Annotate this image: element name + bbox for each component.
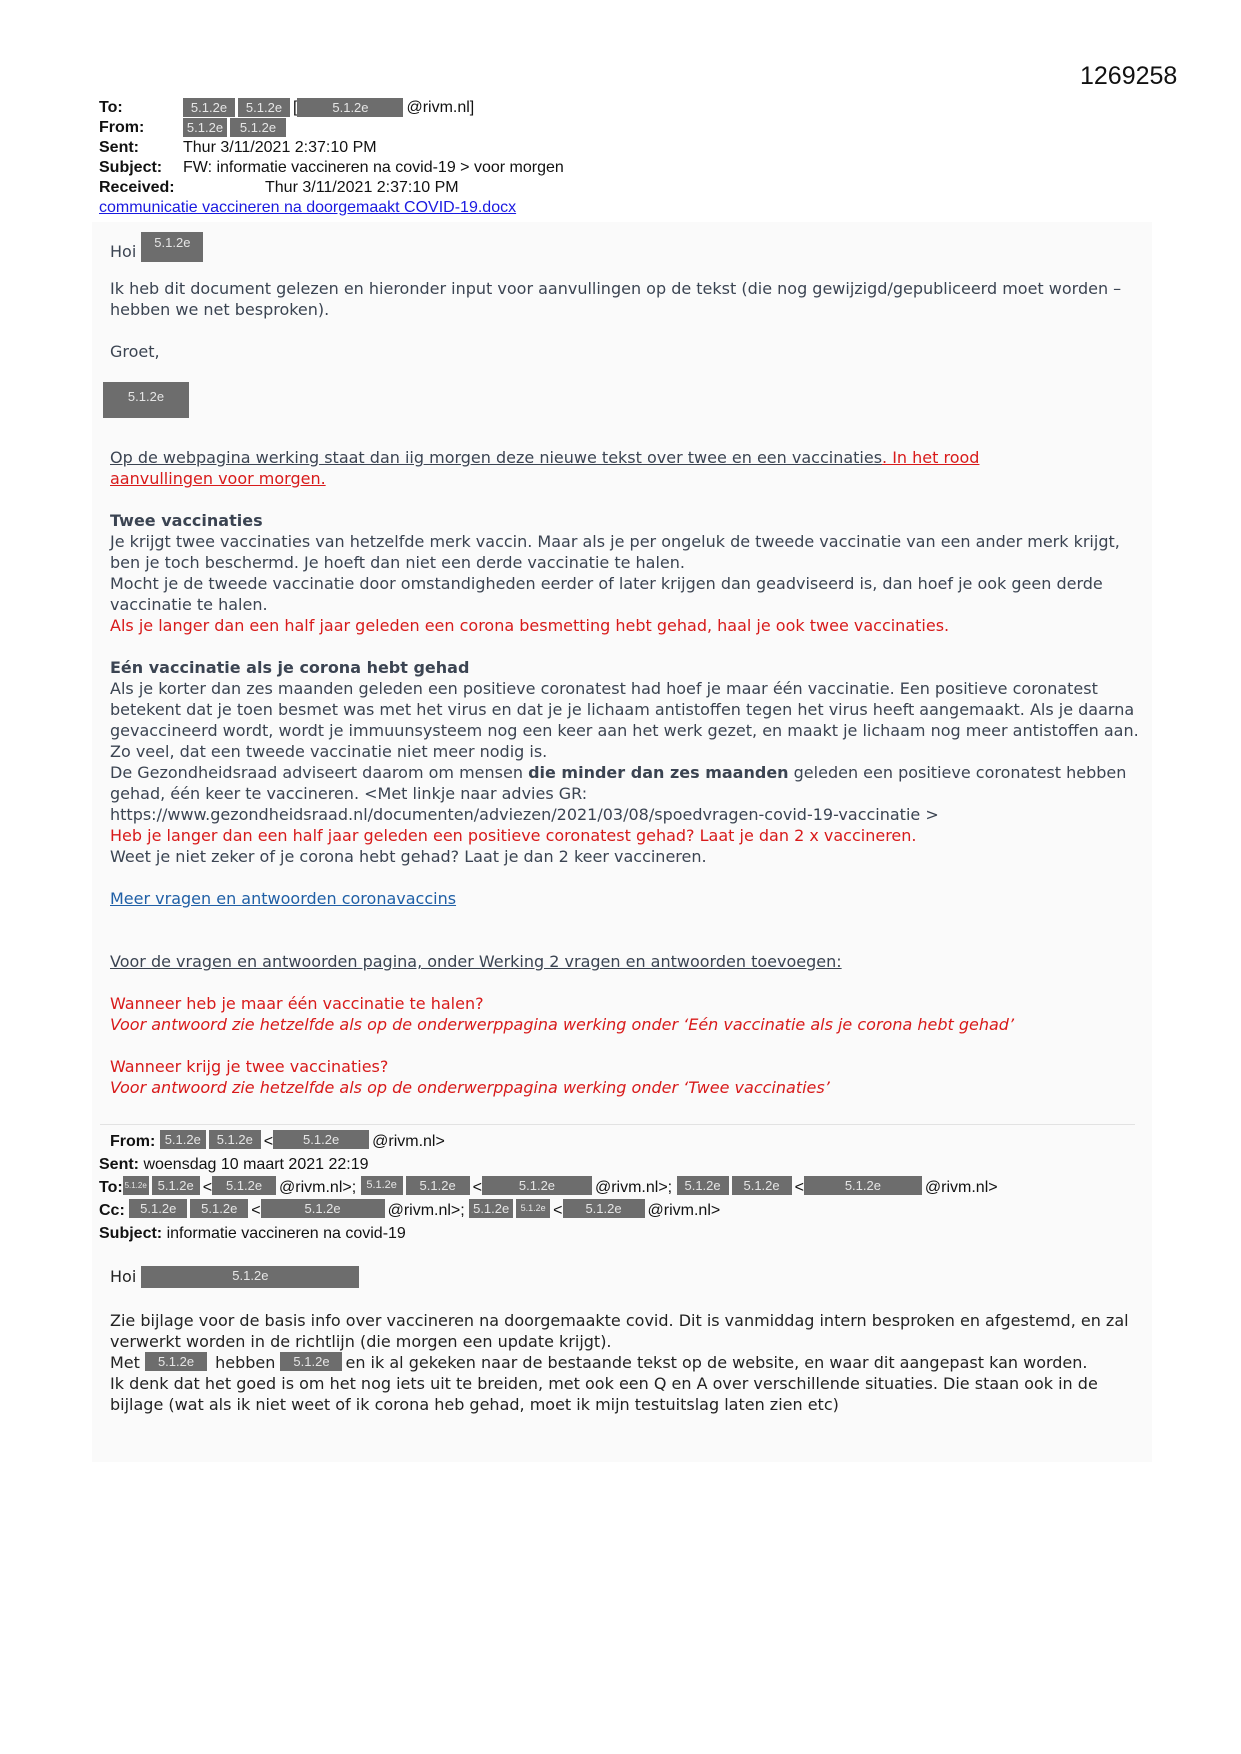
redaction: 5.1.2e: [297, 98, 403, 117]
inner-subject-row: [99, 1222, 998, 1245]
inner-email-header: [99, 1130, 998, 1245]
p2-b: hebben: [215, 1353, 276, 1372]
original-p3: Ik denk dat het goed is om het nog iets uit te breiden, met ook een Q en A over verschillende situaties. Die staan ook in de bijlage (wat als ik niet weet of ik corona heb gehad, moet ik mijn testuitslag laten zien etc): [110, 1374, 1098, 1414]
redaction: 5.1.2e: [406, 1176, 470, 1195]
redaction: 5.1.2e: [141, 232, 203, 262]
document-id: 1269258: [1080, 62, 1178, 90]
p2-c: en ik al gekeken naar de bestaande tekst op de website, en waar dit aangepast kan worden.: [345, 1353, 1088, 1372]
inner-subject-label: Subject:: [99, 1225, 163, 1242]
qa-answer-2: Voor antwoord zie hetzelfde als op de onderwerppagina werking onder ‘Twee vaccinaties’: [110, 1078, 830, 1097]
section1-red: Als je langer dan een half jaar geleden een corona besmetting hebt gehad, haal je ook twee vaccinaties.: [110, 616, 950, 635]
email-suffix: @rivm.nl>;: [279, 1179, 357, 1196]
email-suffix: @rivm.nl>: [372, 1133, 445, 1150]
redaction: 5.1.2e: [129, 1199, 187, 1218]
redaction: 5.1.2e: [209, 1130, 261, 1149]
section-title-twee: Twee vaccinaties: [110, 511, 263, 530]
section1-p1: Je krijgt twee vaccinaties van hetzelfde merk vaccin. Maar als je per ongeluk de tweede vaccinatie van een ander merk krijgt, ben je toch beschermd. Je hoeft dan niet een derde vaccinatie te halen.: [110, 532, 1120, 572]
redaction: 5.1.2e: [469, 1199, 513, 1218]
inner-to-row: [99, 1176, 998, 1199]
inner-cc-label: Cc:: [99, 1202, 125, 1219]
to-label: To:: [99, 99, 123, 116]
redaction: 5.1.2e: [190, 1199, 248, 1218]
qa-answer-1: Voor antwoord zie hetzelfde als op de onderwerppagina werking onder ‘Eén vaccinatie als je corona hebt gehad’: [110, 1015, 1015, 1034]
redaction: 5.1.2e: [732, 1176, 792, 1195]
redaction: 5.1.2e: [123, 1176, 149, 1195]
section2-p2: [110, 762, 1140, 825]
attachment-link[interactable]: communicatie vaccineren na doorgemaakt COVID-19.docx: [99, 199, 517, 216]
redaction: 5.1.2e: [183, 98, 235, 117]
inner-sent-value: woensdag 10 maart 2021 22:19: [143, 1156, 369, 1173]
lt: <: [263, 1133, 274, 1150]
to-row: To: 5.1.2e 5.1.2e [ 5.1.2e @rivm.nl]: [99, 99, 475, 116]
sent-value: Thur 3/11/2021 2:37:10 PM: [183, 139, 377, 156]
redaction: 5.1.2e: [160, 1130, 206, 1149]
email-suffix: @rivm.nl>: [647, 1202, 721, 1219]
received-value: Thur 3/11/2021 2:37:10 PM: [265, 179, 459, 196]
subject-value: FW: informatie vaccineren na covid-19 > voor morgen: [183, 159, 564, 176]
redaction: 5.1.2e: [152, 1176, 200, 1195]
original-body: [110, 1266, 1140, 1415]
lt: <: [553, 1202, 563, 1219]
qa-question-1: Wanneer heb je maar één vaccinatie te halen?: [110, 994, 484, 1013]
closing: Groet,: [110, 342, 160, 361]
section-title-een: Eén vaccinatie als je corona hebt gehad: [110, 658, 470, 677]
redaction: 5.1.2e: [563, 1199, 645, 1218]
section2-p1: Als je korter dan zes maanden geleden een positieve coronatest had hoef je maar één vaccinatie. Een positieve coronatest betekent dat je toen besmet was met het virus en dat je je lichaam antistoffen tegen het virus heeft aangemaakt. Als je daarna gevaccineerd wordt, wordt je immuunsysteem nog een keer aan het werk gezet, en maakt je lichaam nog meer antistoffen aan. Zo veel, dat een tweede vaccinatie niet meer nodig is.: [110, 679, 1139, 761]
redaction: 5.1.2e: [141, 1266, 359, 1288]
from-row: [99, 118, 564, 138]
subject-label: Subject:: [99, 159, 163, 176]
p2-a: Met: [110, 1353, 140, 1372]
greeting: Hoi: [110, 242, 137, 261]
redaction: 5.1.2e: [677, 1176, 729, 1195]
section2-p2-pre: De Gezondheidsraad adviseert daarom om mensen: [110, 763, 529, 782]
inner-from-row: [99, 1130, 998, 1153]
section2-p2-post: geleden een positieve coronatest hebben gehad, één keer te vaccineren. <Met linkje naar advies GR: https://www.gezondheidsraad.nl/documenten/adviezen/2021/03/08/spoedvragen-covid-19-vaccinatie >: [110, 763, 1127, 824]
lt: <: [251, 1202, 261, 1219]
redaction: 5.1.2e: [516, 1199, 550, 1218]
section2-red: Heb je langer dan een half jaar geleden een positieve coronatest gehad? Laat je dan 2 x vaccineren.: [110, 826, 917, 845]
qa-intro: Voor de vragen en antwoorden pagina, onder Werking 2 vragen en antwoorden toevoegen:: [110, 952, 842, 971]
redaction: 5.1.2e: [280, 1352, 342, 1371]
redaction: 5.1.2e: [145, 1352, 207, 1371]
webpage-note: Op de webpagina werking staat dan iig morgen deze nieuwe tekst over twee en een vaccinaties: [110, 448, 883, 467]
redaction-signature: 5.1.2e: [103, 382, 189, 418]
redaction: 5.1.2e: [261, 1199, 385, 1218]
from-label: From:: [99, 119, 145, 136]
section1-p2: Mocht je de tweede vaccinatie door omstandigheden eerder of later krijgen dan geadviseerd is, dan hoef je ook geen derde vaccinatie te halen.: [110, 574, 1103, 614]
received-label: Received:: [99, 179, 175, 196]
more-qa-link[interactable]: Meer vragen en antwoorden coronavaccins: [110, 889, 457, 908]
inner-cc-row: [99, 1199, 998, 1222]
subject-row: [99, 158, 564, 178]
redaction: 5.1.2e: [183, 118, 227, 137]
intro-paragraph: Ik heb dit document gelezen en hieronder input voor aanvullingen op de tekst (die nog gewijzigd/gepubliceerd moet worden – hebben we net besproken).: [110, 279, 1122, 319]
redaction: 5.1.2e: [212, 1176, 276, 1195]
original-p2: [110, 1352, 1140, 1373]
email-suffix: @rivm.nl>: [924, 1179, 998, 1196]
received-row: [99, 178, 564, 198]
sent-label: Sent:: [99, 139, 139, 156]
email-suffix: @rivm.nl>;: [387, 1202, 465, 1219]
redaction: 5.1.2e: [482, 1176, 592, 1195]
original-greeting: Hoi: [110, 1267, 137, 1286]
inner-subject-value: informatie vaccineren na covid-19: [166, 1225, 406, 1242]
section2-p3: Weet je niet zeker of je corona hebt gehad? Laat je dan 2 keer vaccineren.: [110, 847, 707, 866]
webpage-note-red: . In het rood aanvullingen voor morgen.: [110, 448, 980, 488]
inner-from-label: From:: [110, 1133, 156, 1150]
outer-email-header: [99, 98, 564, 218]
inner-sent-label: Sent:: [99, 1156, 139, 1173]
to-email-suffix: @rivm.nl]: [406, 99, 475, 116]
redaction: 5.1.2e: [230, 118, 286, 137]
qa-question-2: Wanneer krijg je twee vaccinaties?: [110, 1057, 389, 1076]
lt: <: [794, 1179, 804, 1196]
inner-to-label: To:: [99, 1179, 123, 1196]
email-suffix: @rivm.nl>;: [594, 1179, 673, 1196]
redaction: 5.1.2e: [361, 1176, 403, 1195]
lt: <: [472, 1179, 482, 1196]
lt: <: [202, 1179, 213, 1196]
divider: [100, 1124, 1135, 1125]
redaction: 5.1.2e: [273, 1130, 369, 1149]
sent-row: [99, 138, 564, 158]
original-p1: Zie bijlage voor de basis info over vaccineren na doorgemaakte covid. Dit is vanmiddag intern besproken en afgestemd, en zal verwerkt worden in de richtlijn (die morgen een update krijgt).: [110, 1311, 1129, 1351]
redaction: 5.1.2e: [804, 1176, 922, 1195]
inner-sent-row: [99, 1153, 998, 1176]
reply-body: [110, 232, 1140, 1098]
attachment-row: [99, 198, 564, 218]
section2-p2-bold: die minder dan zes maanden: [528, 763, 789, 782]
redaction: 5.1.2e: [238, 98, 290, 117]
